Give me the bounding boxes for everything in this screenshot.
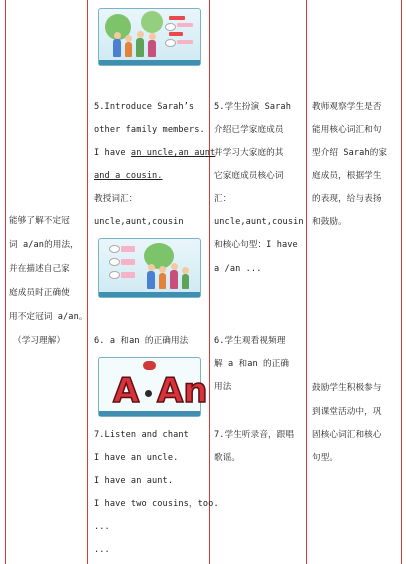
separator-dot-icon	[145, 390, 152, 397]
objective-category: （学习理解）	[13, 336, 66, 346]
family-member-figure	[147, 271, 155, 289]
slide-bottom-bar	[99, 292, 200, 297]
teacher-step5-vocab-label: 教授词汇：	[94, 194, 138, 204]
objective-line: 词 a/an的用法，	[9, 240, 79, 250]
label-tag	[121, 272, 135, 278]
column-divider-2	[209, 0, 210, 564]
assessment-line: 句型。	[312, 453, 339, 463]
objective-line: 用不定冠词 a/an。	[9, 312, 88, 322]
teacher-step5-sentence: I have an uncle,an aunt	[94, 148, 216, 158]
assessment-line: 到课堂活动中，巩	[312, 407, 382, 417]
slide-bottom-bar	[99, 60, 200, 65]
slide-bottom-bar	[99, 411, 200, 416]
teacher-step5-sentence-cont: and a cousin.	[94, 171, 163, 181]
student-step5-line: 汇：	[214, 194, 232, 204]
objective-line: 能够了解不定冠	[9, 216, 70, 226]
student-step7-line: 歌谣。	[214, 453, 241, 463]
family-member-figure	[113, 39, 121, 57]
objective-line: 庭成员时正确使	[9, 288, 70, 298]
label-tag	[121, 246, 135, 252]
family-member-figure	[170, 270, 178, 289]
column-divider-3	[306, 0, 307, 564]
label-tag	[177, 40, 193, 44]
teacher-step5-vocab: uncle,aunt,cousin	[94, 217, 184, 227]
assessment-line: 庭成员，根据学生	[312, 171, 382, 181]
student-step7-line: 7.学生听录音，跟唱	[214, 430, 295, 440]
student-step5-line: 和核心句型：I have	[214, 240, 298, 250]
student-step6-line: 解 a 和an 的正确	[214, 359, 290, 369]
teacher-step6-title: 6. a 和an 的正确用法	[94, 336, 189, 346]
assessment-line: 教师观察学生是否	[312, 102, 382, 112]
assessment-line: 和鼓励。	[312, 217, 347, 227]
letter-an: An	[157, 371, 208, 411]
family-member-figure	[136, 38, 144, 57]
assessment-line: 型介绍 Sarah的家	[312, 148, 388, 158]
student-step6-line: 用法	[214, 382, 232, 392]
column-divider-1	[87, 0, 88, 564]
family-member-figure	[159, 273, 166, 289]
label-tag	[169, 16, 185, 20]
label-tag	[121, 259, 135, 265]
teacher-step7-title: 7.Listen and chant	[94, 430, 189, 440]
assessment-line: 能用核心词汇和句	[312, 125, 382, 135]
slide-family-top	[98, 8, 201, 66]
speech-bubble-icon	[109, 245, 120, 253]
teacher-step7-line: I have an uncle.	[94, 453, 179, 463]
student-step6-line: 6.学生观看视频理	[214, 336, 286, 346]
family-member-figure	[148, 40, 156, 57]
objective-line: 并在描述自己家	[9, 264, 70, 274]
student-step5-line: a /an ...	[214, 264, 262, 274]
student-step5-line: 介绍已学家庭成员	[214, 125, 284, 135]
assessment-line: 固核心词汇和核心	[312, 430, 382, 440]
assessment-line: 鼓励学生积极参与	[312, 383, 382, 393]
teacher-step7-line: I have an aunt.	[94, 476, 174, 486]
speech-bubble-icon	[109, 258, 120, 266]
teacher-step7-ellipsis: ...	[94, 545, 110, 555]
family-member-figure	[182, 274, 189, 289]
student-step5-line: uncle,aunt,cousin	[214, 217, 304, 227]
student-step5-line: 并学习大家庭的其	[214, 148, 284, 158]
label-tag	[177, 23, 193, 27]
teacher-step5-line: other family members.	[94, 125, 205, 135]
teacher-step5-title: 5.Introduce Sarah’s	[94, 102, 195, 112]
teacher-step7-ellipsis: ...	[94, 522, 110, 532]
target-sentence-underline: an uncle,an aunt	[130, 148, 216, 158]
tree-icon	[141, 11, 163, 33]
slide-article-usage	[98, 357, 208, 417]
teacher-step7-line: I have two cousins，too.	[94, 499, 219, 509]
speech-bubble-icon	[109, 271, 120, 279]
student-step5-line: 5.学生扮演 Sarah	[214, 102, 291, 112]
student-step5-line: 它家庭成员核心词	[214, 171, 284, 181]
slide-title-banner	[143, 361, 156, 370]
speech-bubble-icon	[165, 39, 176, 47]
table-border-left	[5, 0, 6, 564]
family-member-figure	[125, 42, 132, 57]
label-tag	[169, 32, 183, 36]
speech-bubble-icon	[165, 23, 176, 31]
letter-a: A	[113, 371, 140, 411]
table-border-right	[401, 0, 402, 564]
assessment-line: 的表现，给与表扬	[312, 194, 382, 204]
slide-family-mid	[98, 238, 201, 298]
